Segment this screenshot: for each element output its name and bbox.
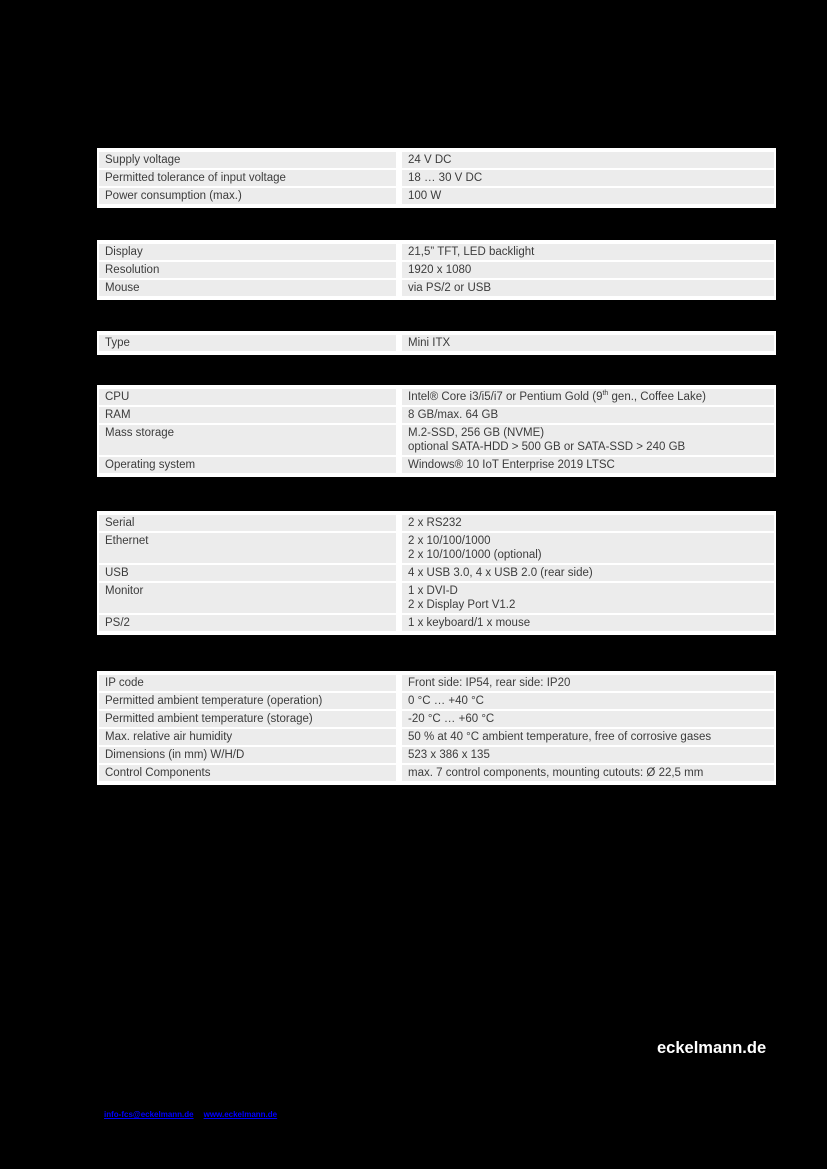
brand-logo-text: eckelmann.de xyxy=(657,1039,767,1057)
table-row xyxy=(99,425,774,455)
spec-label: USB xyxy=(99,565,402,581)
footer-links xyxy=(104,1110,277,1119)
spec-label: Supply voltage xyxy=(99,152,402,168)
spec-label: Serial xyxy=(99,515,402,531)
table-row xyxy=(99,583,774,613)
table-row xyxy=(99,170,774,186)
spec-label: PS/2 xyxy=(99,615,402,631)
table-row xyxy=(99,335,774,351)
display-spec-table xyxy=(97,240,776,300)
table-row xyxy=(99,244,774,260)
spec-value: via PS/2 or USB xyxy=(402,280,774,296)
spec-value: 21,5” TFT, LED backlight xyxy=(402,244,774,260)
spec-value: 1 x keyboard/1 x mouse xyxy=(402,615,774,631)
spec-value: 0 °C … +40 °C xyxy=(402,693,774,709)
spec-label: Permitted tolerance of input voltage xyxy=(99,170,402,186)
spec-value-line: optional SATA-HDD > 500 GB or SATA-SSD > 240 GB xyxy=(408,441,686,453)
spec-value xyxy=(402,533,774,563)
spec-value: 1920 x 1080 xyxy=(402,262,774,278)
table-row xyxy=(99,280,774,296)
spec-value-line: 2 x Display Port V1.2 xyxy=(408,599,516,611)
spec-value xyxy=(402,425,774,455)
spec-label: Type xyxy=(99,335,402,351)
table-row xyxy=(99,675,774,691)
spec-value: 8 GB/max. 64 GB xyxy=(402,407,774,423)
spec-value-line: M.2-SSD, 256 GB (NVME) xyxy=(408,427,545,439)
system-spec-table xyxy=(97,385,776,477)
spec-value: 24 V DC xyxy=(402,152,774,168)
spec-label: Display xyxy=(99,244,402,260)
spec-label: Mass storage xyxy=(99,425,402,455)
spec-value: 100 W xyxy=(402,188,774,204)
table-row xyxy=(99,188,774,204)
spec-value xyxy=(402,389,774,405)
spec-label: Monitor xyxy=(99,583,402,613)
spec-value: 2 x RS232 xyxy=(402,515,774,531)
spec-label: Operating system xyxy=(99,457,402,473)
spec-label: Ethernet xyxy=(99,533,402,563)
spec-value: Windows® 10 IoT Enterprise 2019 LTSC xyxy=(402,457,774,473)
spec-value-line: 2 x 10/100/1000 (optional) xyxy=(408,549,542,561)
interfaces-spec-table xyxy=(97,511,776,635)
spec-label: Mouse xyxy=(99,280,402,296)
table-row xyxy=(99,389,774,405)
spec-label: RAM xyxy=(99,407,402,423)
spec-value-line: 1 x DVI-D xyxy=(408,585,458,597)
table-row xyxy=(99,152,774,168)
table-row xyxy=(99,729,774,745)
table-row xyxy=(99,533,774,563)
spec-value: 4 x USB 3.0, 4 x USB 2.0 (rear side) xyxy=(402,565,774,581)
spec-label: IP code xyxy=(99,675,402,691)
cpu-value-superscript: th xyxy=(602,390,609,398)
table-row xyxy=(99,262,774,278)
table-row xyxy=(99,747,774,763)
spec-value xyxy=(402,583,774,613)
environment-spec-table xyxy=(97,671,776,785)
spec-label: Permitted ambient temperature (storage) xyxy=(99,711,402,727)
table-row xyxy=(99,711,774,727)
website-link[interactable]: www.eckelmann.de xyxy=(203,1110,278,1119)
table-row xyxy=(99,515,774,531)
spec-value: Front side: IP54, rear side: IP20 xyxy=(402,675,774,691)
spec-value: Mini ITX xyxy=(402,335,774,351)
spec-value: -20 °C … +60 °C xyxy=(402,711,774,727)
spec-label: CPU xyxy=(99,389,402,405)
board-spec-table xyxy=(97,331,776,355)
spec-value: 18 … 30 V DC xyxy=(402,170,774,186)
cpu-value-prefix: Intel® Core i3/i5/i7 or Pentium Gold (9 xyxy=(408,391,603,403)
spec-label: Resolution xyxy=(99,262,402,278)
table-row xyxy=(99,457,774,473)
spec-label: Dimensions (in mm) W/H/D xyxy=(99,747,402,763)
table-row xyxy=(99,765,774,781)
spec-label: Control Components xyxy=(99,765,402,781)
spec-label: Max. relative air humidity xyxy=(99,729,402,745)
cpu-value-suffix: gen., Coffee Lake) xyxy=(608,391,706,403)
spec-value: 523 x 386 x 135 xyxy=(402,747,774,763)
spec-value: 50 % at 40 °C ambient temperature, free of corrosive gases xyxy=(402,729,774,745)
spec-value: max. 7 control components, mounting cutouts: Ø 22,5 mm xyxy=(402,765,774,781)
table-row xyxy=(99,693,774,709)
spec-label: Power consumption (max.) xyxy=(99,188,402,204)
spec-value-line: 2 x 10/100/1000 xyxy=(408,535,491,547)
table-row xyxy=(99,615,774,631)
table-row xyxy=(99,565,774,581)
table-row xyxy=(99,407,774,423)
spec-label: Permitted ambient temperature (operation) xyxy=(99,693,402,709)
email-link[interactable]: info-fcs@eckelmann.de xyxy=(104,1110,194,1119)
power-spec-table xyxy=(97,148,776,208)
